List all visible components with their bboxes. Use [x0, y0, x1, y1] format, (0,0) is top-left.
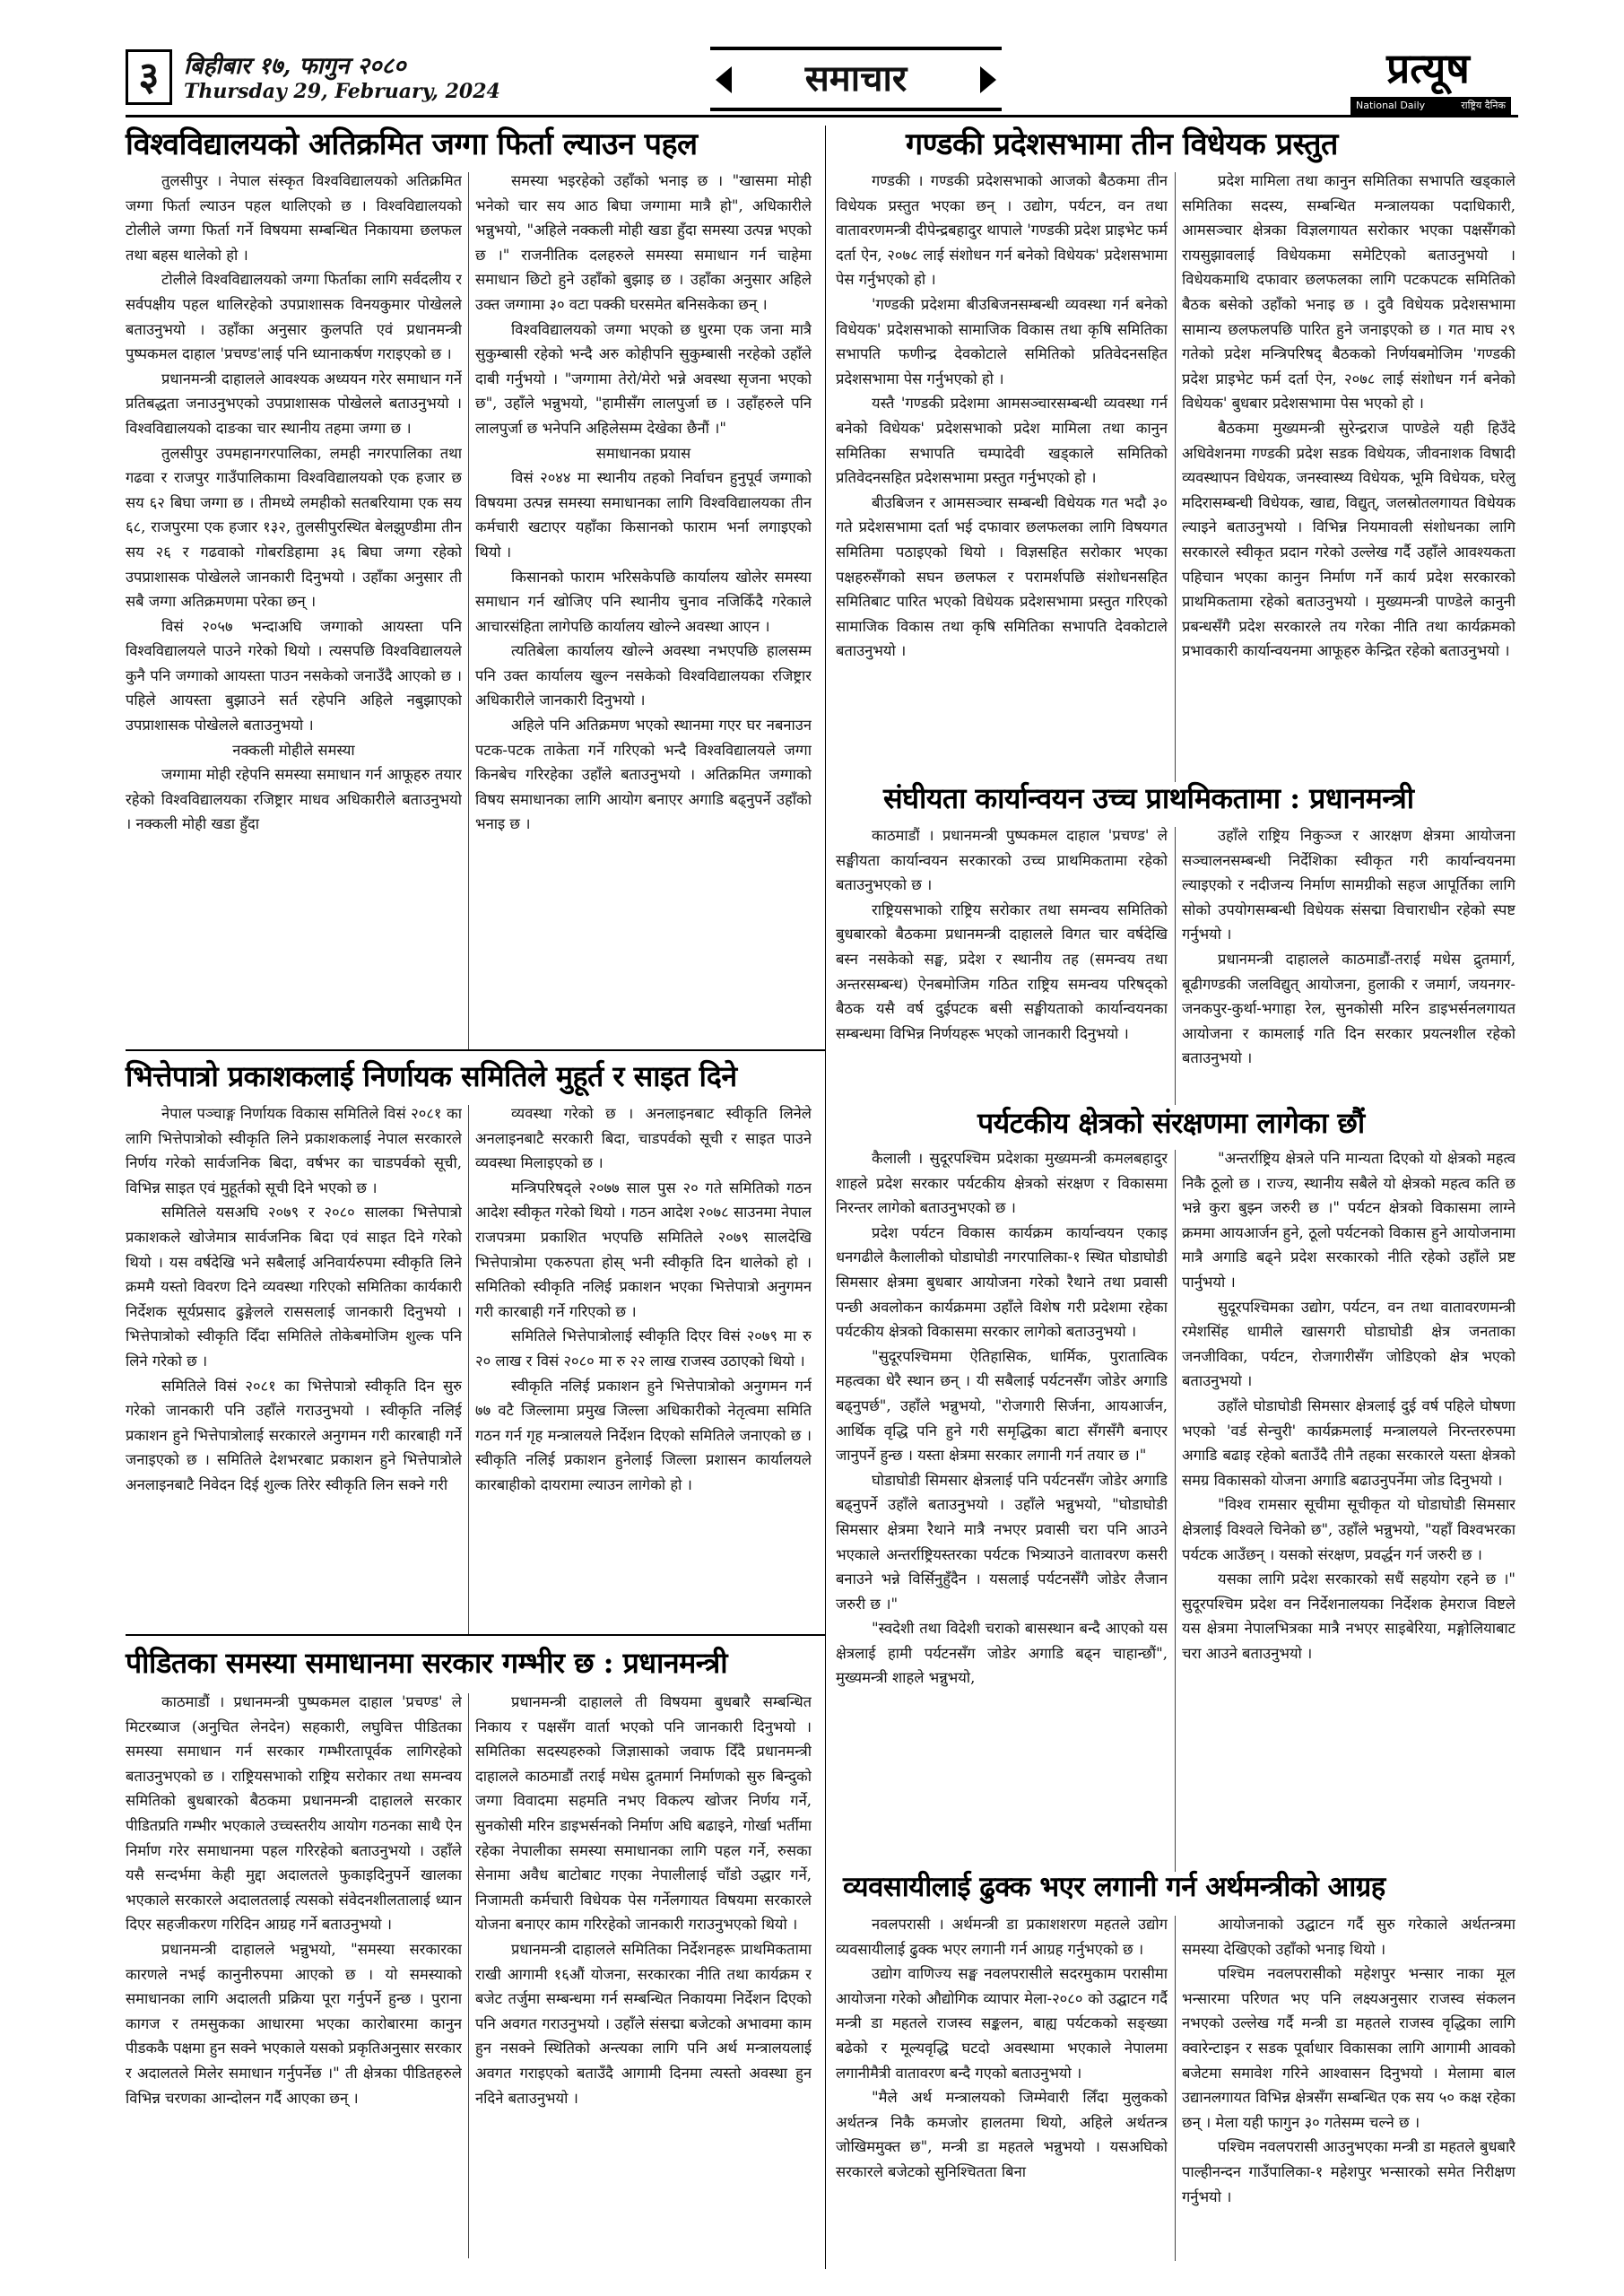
article-university-col2 [475, 169, 812, 1057]
article-paragraph: उद्योग वाणिज्य सङ्घ नवलपरासीले सदरमुकाम परासीमा आयोजना गरेको औद्योगिक व्यापार मेला-२०८० को उद्घाटन गर्दै मन्त्री डा महतले राजस्व सङ्कलन, बाह्य पर्यटकको सङ्ख्या बढेको र मूल्यवृद्धि घटदो अवस्थामा भएकाले नेपालमा लगानीमैत्री वातावरण बन्दै गएको बताउनुभयो । [836, 1965, 1168, 2082]
headline-calendar: भित्तेपात्रो प्रकाशकलाई निर्णायक समितिले मुहूर्त र साइत दिने [126, 1059, 737, 1093]
article-paragraph: "अन्तर्राष्ट्रिय क्षेत्रले पनि मान्यता दिएको यो क्षेत्रको महत्व निकै ठूलो छ । राज्य, स्थानीय सबैले यो क्षेत्रको महत्व कति छ भन्ने कुरा बुझ्न जरुरी छ ।" पर्यटन क्षेत्रको विकासमा लाग्ने क्रममा आयआर्जन हुने, ठूलो पर्यटनको विकास हुने आयोजनामा मात्रै अगाडि बढ्ने प्रदेश सरकारको नीति रहेको उहाँले प्रष्ट पार्नुभयो । [1182, 1150, 1515, 1291]
article-victims-col1 [126, 1690, 462, 2264]
article-paragraph: काठमाडौं । प्रधानमन्त्री पुष्पकमल दाहाल 'प्रचण्ड' ले मिटरब्याज (अनुचित लेनदेन) सहकारी, लघुवित्त पीडितका समस्या समाधान गर्न सरकार गम्भीरतापूर्वक लागिरहेको बताउनुभएको छ । राष्ट्रियसभाको राष्ट्रिय सरोकार तथा समन्वय समितिको बुधबारको बैठकमा प्रधानमन्त्री दाहालले सरकार पीडितप्रति गम्भीर भएकाले उच्चस्तरीय आयोग गठनका साथै ऐन निर्माण गरेर समाधानमा पहल गरिरहेको बताउनुभयो । उहाँले यसै सन्दर्भमा केही मुद्दा अदालतले फुकाइदिनुपर्ने खालका भएकाले सरकारले अदालतलाई त्यसको संवेदनशीलतालाई ध्यान दिएर सहजीकरण गरिदिन आग्रह गर्ने बताउनुभयो । [126, 1693, 462, 1934]
article-federalism-col2 [1182, 823, 1515, 1110]
logo-name: प्रत्यूष [1386, 44, 1470, 92]
article-paragraph: राष्ट्रियसभाको राष्ट्रिय सरोकार तथा समन्वय समितिको बुधबारको बैठकमा प्रधानमन्त्री दाहालले विगत चार वर्षदेखि बस्न नसकेको सङ्घ, प्रदेश र स्थानीय तह (समन्वय तथा अन्तरसम्बन्ध) ऐनबमोजिम गठित राष्ट्रिय समन्वय परिषद्को बैठक यसै वर्ष दुईपटक बसी सङ्घीयताको कार्यान्वयनका सम्बन्धमा विभिन्न निर्णयहरू भएको जानकारी दिनुभयो । [836, 900, 1168, 1042]
article-paragraph: उहाँले घोडाघोडी सिमसार क्षेत्रलाई दुई वर्ष पहिले घोषणा भएको 'वर्ड सेन्चुरी' कार्यक्रमलाई मन्त्रालयले निरन्तररुपमा अगाडि बढाइ रहेको बताउँदै तीनै तहका सरकारले यस्ता क्षेत्रको समग्र विकासको योजना अगाडि बढाउनुपर्नेमा जोड दिनुभयो । [1182, 1396, 1515, 1489]
article-paragraph: तुलसीपुर । नेपाल संस्कृत विश्वविद्यालयको अतिक्रमित जग्गा फिर्ता ल्याउन पहल थालिएको छ । विश्वविद्यालयको टोलीले जग्गा फिर्ता गर्ने विषयमा सम्बन्धित निकायमा छलफल तथा बहस थालेको हो । [126, 172, 462, 264]
article-paragraph: मन्त्रिपरिषद्ले २०७७ साल पुस २० गते समितिको गठन आदेश स्वीकृत गरेको थियो । गठन आदेश २०७८ साउनमा नेपाल राजपत्रमा प्रकाशित भएपछि समितिले २०७९ सालदेखि भित्तेपात्रोमा एकरुपता होस् भनी स्वीकृति दिन थालेको हो । समितिको स्वीकृति नलिई प्रकाशन भएका भित्तेपात्रो अनुगमन गरी कारबाही गर्ने गरिएको छ । [475, 1178, 812, 1320]
article-paragraph: समितिले भित्तेपात्रोलाई स्वीकृति दिएर विसं २०७९ मा रु २० लाख र विसं २०८० मा रु २२ लाख राजस्व उठाएको थियो । [475, 1327, 812, 1370]
article-paragraph: घोडाघोडी सिमसार क्षेत्रलाई पनि पर्यटनसँग जोडेर अगाडि बढ्नुपर्ने उहाँले बताउनुभयो । उहाँले भन्नुभयो, "घोडाघोडी सिमसार क्षेत्रमा रैथाने मात्रै नभएर प्रवासी चरा पनि आउने भएकाले अन्तर्राष्ट्रियस्तरका पर्यटक भित्र्याउने वातावरण कसरी बनाउने भन्ने विर्सिनुहुँदैन । यसलाई पर्यटनसँगै जोडेर लैजान जरुरी छ ।" [836, 1471, 1168, 1613]
logo-band [1350, 97, 1511, 115]
article-paragraph: प्रधानमन्त्री दाहालले भन्नुभयो, "समस्या सरकारका कारणले नभई कानुनीरुपमा आएको छ । यो समस्याको समाधानका लागि अदालती प्रक्रिया पूरा गर्नुपर्ने हुन्छ । पुराना कागज र तमसुकका आधारमा भएका कारोबारमा कानुन पीडककै पक्षमा हुन सक्ने भएकाले यसको प्रकृतिअनुसार सरकार र अदालतले मिलेर समाधान गर्नुपर्नेछ ।" ती क्षेत्रका पीडितहरुले विभिन्न चरणका आन्दोलन गर्दै आएका छन् । [126, 1940, 462, 2107]
article-paragraph: पश्चिम नवलपरासी आउनुभएका मन्त्री डा महतले बुधबारै पाल्हीनन्दन गाउँपालिका-१ महेशपुर भन्सारको समेत निरीक्षण गर्नुभयो । [1182, 2138, 1515, 2205]
article-paragraph: कैलाली । सुदूरपश्चिम प्रदेशका मुख्यमन्त्री कमलबहादुर शाहले प्रदेश सरकार पर्यटकीय क्षेत्रको संरक्षण र विकासमा निरन्तर लागेको बताउनुभएको छ । [836, 1150, 1168, 1217]
article-paragraph: नवलपरासी । अर्थमन्त्री डा प्रकाशशरण महतले उद्योग व्यवसायीलाई ढुक्क भएर लगानी गर्न आग्रह गर्नुभएको छ । [836, 1916, 1168, 1958]
headline-tourism: पर्यटकीय क्षेत्रको संरक्षणमा लागेका छौं [977, 1106, 1365, 1140]
article-paragraph: पश्चिम नवलपरासीको महेशपुर भन्सार नाका मूल भन्सारमा परिणत भए पनि लक्ष्यअनुसार राजस्व संकलन नभएको उल्लेख गर्दै मन्त्री डा महतले राजस्व वृद्धिका लागि क्वारेन्टाइन र सडक पूर्वाधार विकासका लागि आगामी आवको बजेटमा समावेश गरिने आश्वासन दिनुभयो । मेलामा बाल उद्यानलगायत विभिन्न क्षेत्रसँग सम्बन्धित एक सय ५० कक्ष रहेका छन् । मेला यही फागुन ३० गतेसम्म चल्ने छ । [1182, 1965, 1515, 2131]
article-investment-col2 [1182, 1912, 1515, 2266]
article-federalism-col1 [836, 823, 1168, 1110]
column-divider [1175, 172, 1176, 782]
article-paragraph: किसानको फाराम भरिसकेपछि कार्यालय खोलेर समस्या समाधान गर्न खोजिए पनि स्थानीय चुनाव नजिकिँदै गरेकाले आचारसंहिता लागेपछि कार्यालय खोल्ने अवस्था आएन । [475, 568, 812, 635]
article-paragraph: काठमाडौं । प्रधानमन्त्री पुष्पकमल दाहाल 'प्रचण्ड' ले सङ्घीयता कार्यान्वयन सरकारको उच्च प्राथमिकतामा रहेको बताउनुभएको छ । [836, 827, 1168, 894]
article-paragraph: सुदूरपश्चिमका उद्योग, पर्यटन, वन तथा वातावरणमन्त्री रमेशसिंह धामीले खासगरी घोडाघोडी क्षेत्र जनताका जनजीविका, पर्यटन, रोजगारीसँग जोडिएको क्षेत्र भएको बताउनुभयो । [1182, 1298, 1515, 1390]
article-paragraph: गण्डकी । गण्डकी प्रदेशसभाको आजको बैठकमा तीन विधेयक प्रस्तुत भएका छन् । उद्योग, पर्यटन, वन तथा वातावरणमन्त्री दीपेन्द्रबहादुर थापाले 'गण्डकी प्रदेश प्राइभेट फर्म दर्ता ऐन, २०७८ लाई संशोधन गर्न बनेको विधेयक' प्रदेशसभामा पेस गर्नुभएको हो । [836, 172, 1168, 289]
headline-investment: व्यवसायीलाई ढुक्क भएर लगानी गर्न अर्थमन्त्रीको आग्रह [843, 1871, 1385, 1903]
section-banner [710, 47, 1002, 111]
page-number: ३ [126, 49, 172, 105]
article-victims-col2 [475, 1690, 812, 2264]
article-investment-col1 [836, 1912, 1168, 2266]
headline-victims: पीडितका समस्या समाधानमा सरकार गम्भीर छ : प्रधानमन्त्री [126, 1646, 728, 1680]
article-paragraph: बीउबिजन र आमसञ्चार सम्बन्धी विधेयक गत भदौ ३० गते प्रदेशसभामा दर्ता भई दफावार छलफलका लागि विषयगत समितिमा पठाइएको थियो । विज्ञसहित सरोकार भएका पक्षहरुसँगको सघन छलफल र परामर्शपछि संशोधनसहित समितिबाट पारित भएको विधेयक प्रदेशसभामा प्रस्तुत गरिएको सामाजिक विकास तथा कृषि समितिका सभापति देवकोटाले बताउनुभयो । [836, 493, 1168, 660]
article-paragraph: त्यतिबेला कार्यालय खोल्ने अवस्था नभएपछि हालसम्म पनि उक्त कार्यालय खुल्न नसकेको विश्वविद्यालयका रजिष्ट्रार अधिकारीले जानकारी दिनुभयो । [475, 642, 812, 709]
article-paragraph: समस्या भइरहेको उहाँको भनाइ छ । "खासमा मोही भनेको चार सय आठ बिघा जग्गामा मात्रै हो", अधिकारीले भन्नुभयो, "अहिले नक्कली मोही खडा हुँदा समस्या उत्पन्न भएको छ ।" राजनीतिक दलहरुले समस्या समाधान गर्न चाहेमा समाधान छिटो हुने उहाँको बुझाइ छ । उहाँका अनुसार अहिले उक्त जग्गामा ३० वटा पक्की घरसमेत बनिसकेका छन् । [475, 172, 812, 313]
article-paragraph: समितिले यसअघि २०७९ र २०८० सालका भित्तेपात्रो प्रकाशकले खोजेमात्र सार्वजनिक बिदा एवं साइत दिने गरेको थियो । यस वर्षदेखि भने सबैलाई अनिवार्यरुपमा स्वीकृति लिने क्रममै यस्तो विवरण दिने व्यवस्था गरिएको समितिका कार्यकारी निर्देशक सूर्यप्रसाद ढुङ्गेलले राससलाई जानकारी दिनुभयो । भित्तेपात्रोको स्वीकृति दिँदा समितिले तोकेबमोजिम शुल्क पनि लिने गरेको छ । [126, 1204, 462, 1370]
masthead-rule [126, 115, 1518, 117]
article-paragraph: नेपाल पञ्चाङ्ग निर्णायक विकास समितिले विसं २०८१ का लागि भित्तेपात्रोको स्वीकृति लिने प्रकाशकलाई नेपाल सरकारले निर्णय गरेको सार्वजनिक बिदा, वर्षभर का चाडपर्वको सूची, विभिन्न साइत एवं मुहूर्तको सूची दिने भएको छ । [126, 1105, 462, 1196]
article-calendar-col1 [126, 1101, 462, 1639]
article-paragraph: टोलीले विश्वविद्यालयको जग्गा फिर्ताका लागि सर्वदलीय र सर्वपक्षीय पहल थालिरहेको उपप्राशासक विनयकुमार पोखेलले बताउनुभयो । उहाँका अनुसार कुलपति एवं प्रधानमन्त्री पुष्पकमल दाहाल 'प्रचण्ड'लाई पनि ध्यानाकर्षण गराइएको छ । [126, 271, 462, 363]
article-paragraph: बैठकमा मुख्यमन्त्री सुरेन्द्रराज पाण्डेले यही हिउँदे अधिवेशनमा गण्डकी प्रदेश सडक विधेयक, जीवनाशक विषादी व्यवस्थापन विधेयक, जनस्वास्थ्य विधेयक, भूमि विधेयक, घरेलु मदिरासम्बन्धी विधेयक, खाद्य, विद्युत्, जलस्रोतलगायत विधेयक ल्याइने बताउनुभयो । विभिन्न नियमावली संशोधनका लागि सरकारले स्वीकृत प्रदान गरेको उल्लेख गर्दै उहाँले आवश्यकता पहिचान भएका कानुन निर्माण गर्ने कार्य प्रदेश सरकारको प्राथमिकतामा रहेको बताउनुभयो । मुख्यमन्त्री पाण्डेले कानुनी प्रबन्धसँगै प्रदेश सरकारले तय गरेका नीति तथा कार्यक्रमको प्रभावकारी कार्यान्वयनमा आफूहरु केन्द्रित रहेको बताउनुभयो । [1182, 419, 1515, 660]
column-divider [468, 1693, 469, 2258]
article-paragraph: यसका लागि प्रदेश सरकारको सधैं सहयोग रहने छ ।" सुदूरपश्चिम प्रदेश वन निर्देशनालयका निर्देशक हेमराज विष्टले यस क्षेत्रमा नेपालभित्रका मात्रै नभएर साइबेरिया, मङ्गोलियाबाट चरा आउने बताउनुभयो । [1182, 1570, 1515, 1662]
article-paragraph: आयोजनाको उद्घाटन गर्दै सुरु गरेकाले अर्थतन्त्रमा समस्या देखिएको उहाँको भनाइ थियो । [1182, 1916, 1515, 1958]
article-paragraph: उहाँले राष्ट्रिय निकुञ्ज र आरक्षण क्षेत्रमा आयोजना सञ्चालनसम्बन्धी निर्देशिका स्वीकृत गरी कार्यान्वयनमा ल्याइएको र नदीजन्य निर्माण सामग्रीको सहज आपूर्तिका लागि सोको उपयोगसम्बन्धी विधेयक संसद्मा विचाराधीन रहेको स्पष्ट गर्नुभयो । [1182, 827, 1515, 944]
article-paragraph: विश्वविद्यालयको जग्गा भएको छ धुरमा एक जना मात्रै सुकुम्बासी रहेको भन्दै अरु कोहीपनि सुकुम्बासी नरहेको उहाँले दाबी गर्नुभयो । "जग्गामा तेरो/मेरो भन्ने अवस्था सृजना भएको छ", उहाँले भन्नुभयो, "हामीसँग लालपुर्जा छ । उहाँहरुले पनि लालपुर्जा छ भनेपनि अहिलेसम्म देखेका छैनौं ।" [475, 320, 812, 437]
article-paragraph: जग्गामा मोही रहेपनि समस्या समाधान गर्न आफूहरु तयार रहेको विश्वविद्यालयका रजिष्ट्रार माधव अधिकारीले बताउनुभयो । नक्कली मोही खडा हुँदा [126, 766, 462, 833]
article-paragraph: "विश्व रामसार सूचीमा सूचीकृत यो घोडाघोडी सिमसार क्षेत्रलाई विश्वले चिनेको छ", उहाँले भन्नुभयो, "यहाँ विश्वभरका पर्यटक आउँछन् । यसको संरक्षण, प्रवर्द्धन गर्न जरुरी छ । [1182, 1496, 1515, 1563]
article-paragraph: प्रधानमन्त्री दाहालले काठमाडौं-तराई मधेस द्रुतमार्ग, बूढीगण्डकी जलविद्युत् आयोजना, हुलाकी र जमार्ग, जयनगर-जनकपुर-कुर्था-भगाहा रेल, सुनकोसी मरिन डाइभर्सनलगायत आयोजना र कामलाई गति दिन सरकार प्रयत्नशील रहेको बताउनुभयो । [1182, 950, 1515, 1067]
date-nepali: बिहीबार १७, फागुन २०८० [184, 53, 406, 80]
article-paragraph: प्रधानमन्त्री दाहालले आवश्यक अध्ययन गरेर समाधान गर्ने प्रतिबद्धता जनाउनुभएको उपप्राशासक पोखेलले बताउनुभयो । विश्वविद्यालयको दाङका चार स्थानीय तहमा जग्गा छ । [126, 370, 462, 437]
article-paragraph: "स्वदेशी तथा विदेशी चराको बासस्थान बन्दै आएको यस क्षेत्रलाई हामी पर्यटनसँग जोडेर अगाडि बढ्न चाहान्छौं", मुख्यमन्त्री शाहले भन्नुभयो, [836, 1620, 1168, 1687]
article-university-col1 [126, 169, 462, 1057]
article-calendar-col2 [475, 1101, 812, 1639]
article-paragraph: अहिले पनि अतिक्रमण भएको स्थानमा गएर घर नबनाउन पटक-पटक ताकेता गर्ने गरिएको भन्दै विश्वविद्यालयले जग्गा किनबेच गरिरहेका उहाँले बताउनुभयो । अतिक्रमित जग्गाको विषय समाधानका लागि आयोग बनाएर अगाडि बढ्नुपर्ने उहाँको भनाइ छ । [475, 717, 812, 833]
column-divider [1175, 1150, 1176, 1872]
article-paragraph: समितिले विसं २०८१ का भित्तेपात्रो स्वीकृति दिन सुरु गरेको जानकारी पनि उहाँले गराउनुभयो । स्वीकृति नलिई प्रकाशन हुने भित्तेपात्रोलाई सरकारले अनुगमन गरी कारबाही गर्ने जनाइएको छ । समितिले देशभरबाट प्रकाशन हुने भित्तेपात्रोले अनलाइनबाटै निवेदन दिई शुल्क तिरेर स्वीकृति लिन सक्ने गरी [126, 1377, 462, 1493]
logo-tag-np: राष्ट्रिय दैनिक [1461, 100, 1506, 111]
article-paragraph: विसं २०४४ मा स्थानीय तहको निर्वाचन हुनुपूर्व जग्गाको विषयमा उत्पन्न समस्या समाधानका लागि विश्वविद्यालयका तीन कर्मचारी खटाएर यहाँका किसानको फाराम भर्ना लगाइएको थियो । [475, 469, 812, 561]
headline-federalism: संघीयता कार्यान्वयन उच्च प्राथमिकतामा : प्रधानमन्त्री [883, 781, 1414, 815]
section-label: समाचार [804, 57, 908, 100]
article-paragraph: 'गण्डकी प्रदेशमा बीउबिजनसम्बन्धी व्यवस्था गर्न बनेको विधेयक' प्रदेशसभाको सामाजिक विकास तथा कृषि समितिका सभापति फणीन्द्र देवकोटाले समितिको प्रतिवेदनसहित प्रदेशसभामा पेस गर्नुभएको हो । [836, 295, 1168, 387]
article-paragraph: प्रदेश मामिला तथा कानुन समितिका सभापति खड्काले समितिका सदस्य, सम्बन्धित मन्त्रालयका पदाधिकारी, आमसञ्चार क्षेत्रका विज्ञलगायत सरोकार भएका पक्षसँगको रायसुझावलाई विधेयकमा समेटिएको बताउनुभयो । विधेयकमाथि दफावार छलफलका लागि पटकपटक समितिको बैठक बसेको उहाँको भनाइ छ । दुवै विधेयक प्रदेशसभामा सामान्य छलफलपछि पारित हुने जनाइएको छ । गत माघ २९ गतेको प्रदेश मन्त्रिपरिषद् बैठकको निर्णयबमोजिम 'गण्डकी प्रदेश प्राइभेट फर्म दर्ता ऐन, २०७८ लाई संशोधन गर्न बनेको विधेयक' बुधबार प्रदेशसभामा पेस भएको हो । [1182, 172, 1515, 413]
newspaper-logo [1345, 43, 1511, 117]
article-tourism-col2 [1182, 1146, 1515, 1877]
column-divider [468, 172, 469, 1051]
article-paragraph: विसं २०५७ भन्दाअघि जग्गाको आयस्ता पनि विश्वविद्यालयले पाउने गरेको थियो । त्यसपछि विश्वविद्यालयले कुनै पनि जग्गाको आयस्ता पाउन नसकेको जनाउँदै आएको छ । पहिले आयस्ता बुझाउने सर्त रहेपनि अहिले नबुझाएको उपप्राशासक पोखेलले बताउनुभयो । [126, 617, 462, 735]
article-subheading: नक्कली मोहीले समस्या [232, 741, 355, 759]
article-paragraph: व्यवस्था गरेको छ । अनलाइनबाट स्वीकृति लिनेले अनलाइनबाटै सरकारी बिदा, चाडपर्वको सूची र साइत पाउने व्यवस्था मिलाइएको छ । [475, 1105, 812, 1172]
article-paragraph: यस्तै 'गण्डकी प्रदेशमा आमसञ्चारसम्बन्धी व्यवस्था गर्न बनेको विधेयक' प्रदेशसभाको प्रदेश मामिला तथा कानुन समितिका सभापति चम्पादेवी खड्काले समितिको प्रतिवेदनसहित प्रदेशसभामा प्रस्तुत गर्नुभएको हो । [836, 395, 1168, 487]
triangle-right-icon [980, 66, 996, 93]
article-paragraph: तुलसीपुर उपमहानगरपालिका, लमही नगरपालिका तथा गढवा र राजपुर गाउँपालिकामा विश्वविद्यालयको एक हजार छ सय ६२ बिघा जग्गा छ । तीमध्ये लमहीको सतबरियामा एक सय ६८, राजपुरमा एक हजार १३२, तुलसीपुरस्थित बेलझुण्डीमा तीन सय २६ र गढवाको गोबरडिहामा ३६ बिघा जग्गा रहेको उपप्राशासक पोखेलले जानकारी दिनुभयो । उहाँका अनुसार ती सबै जग्गा अतिक्रमणमा परेका छन् । [126, 444, 462, 611]
article-paragraph: प्रधानमन्त्री दाहालले समितिका निर्देशनहरू प्राथमिकतामा राखी आगामी १६औं योजना, सरकारका नीति तथा कार्यक्रम र बजेट तर्जुमा सम्बन्धमा गर्न सम्बन्धित निकायमा निर्देशन दिएको पनि अवगत गराउनुभयो । उहाँले संसद्मा बजेटको अभावमा काम हुन नसक्ने स्थितिको अन्त्यका लागि पनि अर्थ मन्त्रालयलाई अवगत गराइएको बताउँदै आगामी दिनमा त्यस्तो अवस्था हुन नदिने बताउनुभयो । [475, 1940, 812, 2107]
article-paragraph: "सुदूरपश्चिममा ऐतिहासिक, धार्मिक, पुरातात्विक महत्वका धेरै स्थान छन् । यी सबैलाई पर्यटनसँग जोडेर अगाडि बढ्नुपर्छ", उहाँले भन्नुभयो, "रोजगारी सिर्जना, आयआर्जन, आर्थिक वृद्धि पनि हुने गरी समृद्धिका बाटा सँगसँगै बनाएर जानुपर्ने हुन्छ । यस्ता क्षेत्रमा सरकार लगानी गर्न तयार छ ।" [836, 1347, 1168, 1465]
article-subheading: समाधानका प्रयास [595, 444, 691, 462]
date-english: Thursday 29, February, 2024 [184, 80, 500, 103]
article-tourism-col1 [836, 1146, 1168, 1877]
article-paragraph: प्रधानमन्त्री दाहालले ती विषयमा बुधबारै सम्बन्धित निकाय र पक्षसँग वार्ता भएको पनि जानकारी दिनुभयो । समितिका सदस्यहरुको जिज्ञासाको जवाफ दिँदै प्रधानमन्त्री दाहालले काठमाडौं तराई मधेस द्रुतमार्ग निर्माणको सुरु बिन्दुको जग्गा विवादमा सहमति नभए विकल्प खोजर निर्णय गर्ने, सुनकोसी मरिन डाइभर्सनको निर्माण अघि बढाइने, गोर्खा भर्तीमा रहेका नेपालीका समस्या समाधानका लागि पहल गर्ने, रुसका सेनामा अवैध बाटोबाट गएका नेपालीलाई चाँडो उद्धार गर्ने, निजामती कर्मचारी विधेयक पेस गर्नेलगायत विषयमा सरकारले योजना बनाएर काम गरिरहेको जानकारी गराउनुभएको थियो । [475, 1693, 812, 1934]
article-paragraph: स्वीकृति नलिई प्रकाशन हुने भित्तेपात्रोको अनुगमन गर्न ७७ वटै जिल्लामा प्रमुख जिल्ला अधिकारीको नेतृत्वमा समिति गठन गर्न गृह मन्त्रालयले निर्देशन दिएको समितिले जनाएको छ । स्वीकृति नलिई प्रकाशन हुनेलाई जिल्ला प्रशासन कार्यालयले कारबाहीको दायरामा ल्याउन लागेको हो । [475, 1377, 812, 1493]
article-gandaki-col1 [836, 169, 1168, 787]
headline-university: विश्वविद्यालयको अतिक्रमित जग्गा फिर्ता ल्याउन पहल [126, 126, 698, 162]
headline-gandaki: गण्डकी प्रदेशसभामा तीन विधेयक प्रस्तुत [906, 126, 1338, 162]
page-column-divider [825, 126, 826, 2269]
article-paragraph: "मैले अर्थ मन्त्रालयको जिम्मेवारी लिँदा मुलुकको अर्थतन्त्र निकै कमजोर हालतमा थियो, अहिले अर्थतन्त्र जोखिममुक्त छ", मन्त्री डा महतले भन्नुभयो । यसअघिको सरकारले बजेटको सुनिश्चितता बिना [836, 2089, 1168, 2180]
logo-tag-en: National Daily [1356, 100, 1426, 111]
column-divider [468, 1105, 469, 1634]
article-gandaki-col2 [1182, 169, 1515, 787]
column-divider [1175, 827, 1176, 1105]
article-divider [126, 1634, 825, 1636]
article-paragraph: प्रदेश पर्यटन विकास कार्यक्रम कार्यान्वयन एकाइ धनगढीले कैलालीको घोडाघोडी नगरपालिका-१ स्थित घोडाघोडी सिमसार क्षेत्रमा बुधबार आयोजना गरेको रैथाने तथा प्रवासी पन्छी अवलोकन कार्यक्रममा उहाँले विशेष गरी प्रदेशमा रहेका पर्यटकीय क्षेत्रको विकासमा सरकार लागेको बताउनुभयो । [836, 1223, 1168, 1341]
column-divider [1175, 1916, 1176, 2261]
article-divider [126, 1049, 825, 1051]
